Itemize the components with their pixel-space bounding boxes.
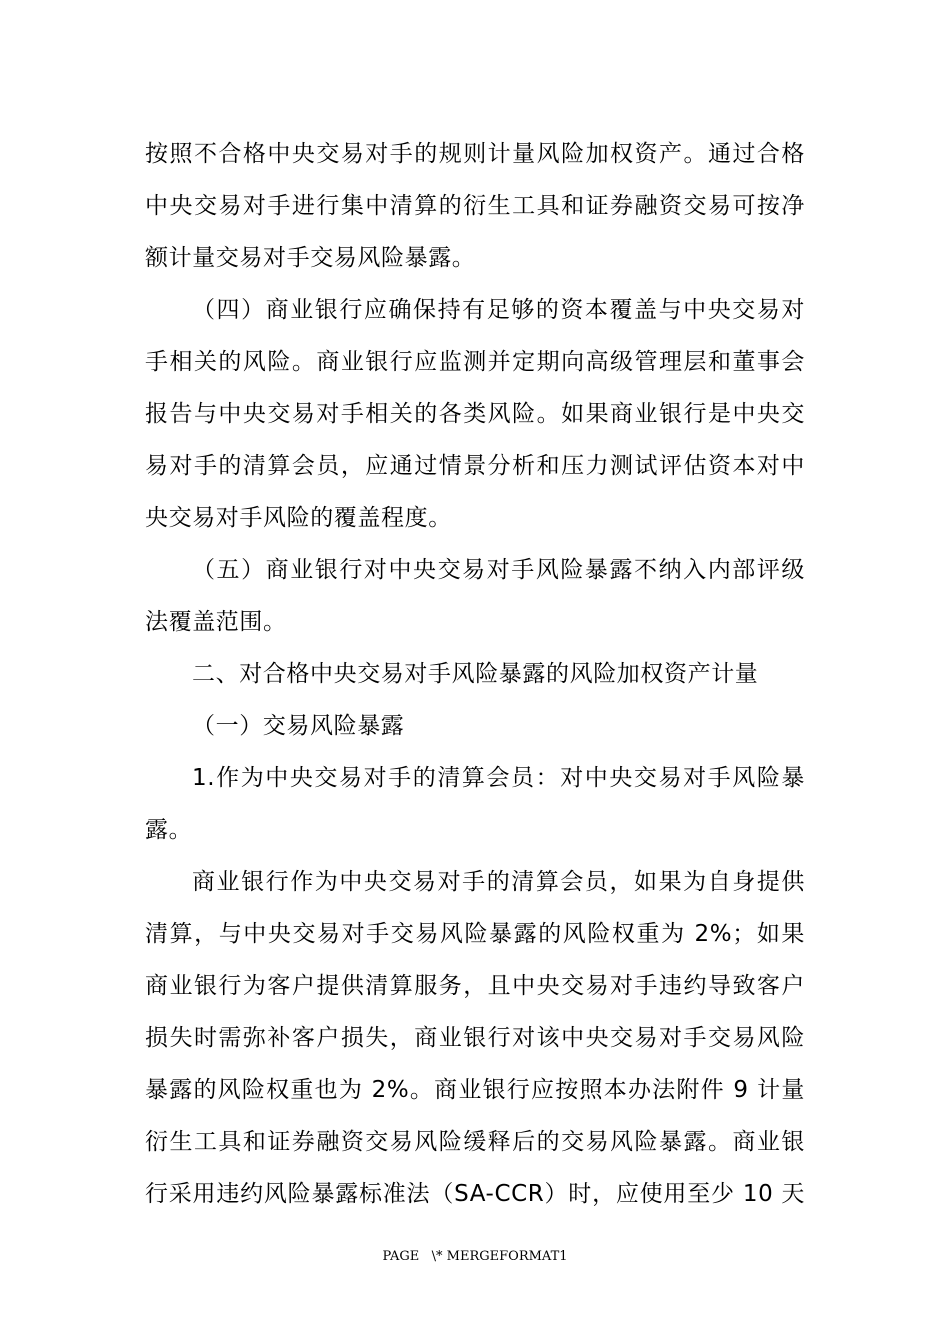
paragraph-line: 衍生工具和证券融资交易风险缓释后的交易风险暴露。商业银 xyxy=(145,1129,805,1155)
paragraph-line: 中央交易对手进行集中清算的衍生工具和证券融资交易可按净 xyxy=(145,193,805,219)
paragraph-line: 商业银行为客户提供清算服务，且中央交易对手违约导致客户 xyxy=(145,973,805,999)
paragraph-line: 央交易对手风险的覆盖程度。 xyxy=(145,505,452,531)
paragraph-line: 1.作为中央交易对手的清算会员：对中央交易对手风险暴 xyxy=(192,765,805,791)
page-footer: PAGE \* MERGEFORMAT1 xyxy=(382,1249,568,1264)
paragraph-line: （四）商业银行应确保持有足够的资本覆盖与中央交易对 xyxy=(192,297,805,323)
paragraph-line: （五）商业银行对中央交易对手风险暴露不纳入内部评级 xyxy=(192,557,805,583)
paragraph-line: 额计量交易对手交易风险暴露。 xyxy=(145,245,476,271)
paragraph-line: 易对手的清算会员，应通过情景分析和压力测试评估资本对中 xyxy=(145,453,805,479)
paragraph-line: 商业银行作为中央交易对手的清算会员，如果为自身提供 xyxy=(192,869,805,895)
paragraph-line: 行采用违约风险暴露标准法（SA-CCR）时，应使用至少 10 天 xyxy=(145,1181,805,1207)
paragraph-line: 报告与中央交易对手相关的各类风险。如果商业银行是中央交 xyxy=(145,401,805,427)
paragraph-line: 法覆盖范围。 xyxy=(145,609,287,635)
paragraph-line: 按照不合格中央交易对手的规则计量风险加权资产。通过合格 xyxy=(145,141,805,167)
paragraph-line: 损失时需弥补客户损失，商业银行对该中央交易对手交易风险 xyxy=(145,1025,805,1051)
section-heading: 二、对合格中央交易对手风险暴露的风险加权资产计量 xyxy=(192,661,759,687)
paragraph-line: 手相关的风险。商业银行应监测并定期向高级管理层和董事会 xyxy=(145,349,805,375)
paragraph-line: 暴露的风险权重也为 2%。商业银行应按照本办法附件 9 计量 xyxy=(145,1077,805,1103)
subsection-heading: （一）交易风险暴露 xyxy=(192,713,405,739)
paragraph-line: 清算，与中央交易对手交易风险暴露的风险权重为 2%；如果 xyxy=(145,921,805,947)
paragraph-line: 露。 xyxy=(145,817,193,843)
